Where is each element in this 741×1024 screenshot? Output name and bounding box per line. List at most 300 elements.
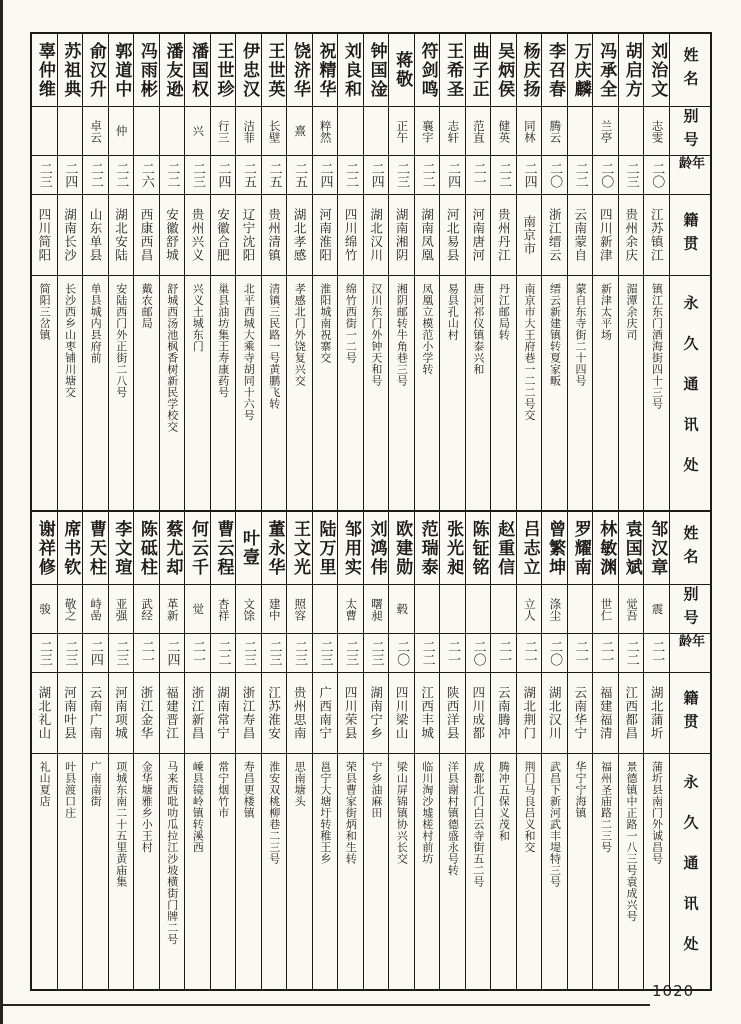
- person-name: 伊忠汉: [238, 41, 259, 99]
- person-age: 二三: [36, 162, 52, 188]
- address-cell: [211, 753, 236, 989]
- person-age: 二〇: [470, 640, 486, 666]
- address-cell: [644, 275, 669, 510]
- alias-cell: [619, 106, 644, 155]
- alias-cell: [542, 106, 567, 155]
- person-address: 邕宁大塘圩转稚王乡: [318, 761, 332, 865]
- header-age-label: 年龄: [676, 634, 704, 655]
- person-alias: 涤尘: [548, 597, 563, 621]
- name-cell: [389, 512, 414, 584]
- address-cell: [134, 275, 159, 510]
- native-place-cell: [287, 672, 312, 753]
- person-native-place: 湖南凤凰: [419, 208, 435, 262]
- person-name: 刘良和: [341, 41, 362, 99]
- person-address: 戴农邮局: [140, 283, 154, 329]
- address-cell: [466, 753, 491, 989]
- person-name: 王世英: [264, 41, 285, 99]
- person-address: 项城东南二十五里黄庙集: [114, 761, 128, 888]
- header-address-cell: [670, 753, 710, 989]
- entry-column: [235, 34, 261, 510]
- person-address: 镇江东门酒海街四十三号: [650, 283, 664, 410]
- person-age: 二六: [138, 162, 154, 188]
- person-name: 冯雨彬: [136, 41, 157, 99]
- person-native-place: 云南广南: [87, 686, 103, 740]
- person-alias: 敬之: [63, 597, 78, 621]
- alias-cell: [338, 106, 363, 155]
- entry-column: [82, 512, 108, 989]
- entry-column: [184, 512, 210, 989]
- alias-cell: [542, 584, 567, 633]
- scan-edge-artifact-left: [0, 0, 3, 1024]
- address-cell: [517, 753, 542, 989]
- name-cell: [440, 34, 465, 106]
- person-name: 俞汉升: [85, 41, 106, 99]
- address-cell: [644, 753, 669, 989]
- alias-cell: [415, 584, 440, 633]
- native-place-cell: [160, 672, 185, 753]
- person-name: 王希圣: [443, 41, 464, 99]
- person-name: 潘国权: [187, 41, 208, 99]
- name-cell: [466, 34, 491, 106]
- address-cell: [58, 275, 83, 510]
- person-native-place: 浙江缙云: [547, 208, 563, 262]
- person-address: 淮阳城南祝寨交: [318, 283, 332, 364]
- person-name: 邹汉章: [647, 519, 668, 577]
- person-name: 林敏渊: [596, 519, 617, 577]
- person-address: 淮安双桃柳巷二三号: [267, 761, 281, 865]
- alias-cell: [134, 584, 159, 633]
- address-cell: [287, 275, 312, 510]
- address-cell: [415, 753, 440, 989]
- alias-cell: [32, 106, 57, 155]
- entry-column: [363, 34, 389, 510]
- entry-column: [516, 512, 542, 989]
- name-cell: [185, 34, 210, 106]
- native-place-cell: [287, 194, 312, 275]
- name-cell: [389, 34, 414, 106]
- name-cell: [262, 512, 287, 584]
- entry-column: [57, 34, 83, 510]
- alias-cell: [517, 584, 542, 633]
- header-name-cell: [670, 512, 710, 584]
- native-place-cell: [440, 194, 465, 275]
- person-name: 吴炳侯: [494, 41, 515, 99]
- age-cell: [619, 633, 644, 672]
- person-native-place: 河南叶县: [62, 686, 78, 740]
- age-cell: [262, 633, 287, 672]
- alias-cell: [440, 106, 465, 155]
- entry-column: [465, 512, 491, 989]
- entry-column: [592, 512, 618, 989]
- address-cell: [32, 753, 57, 989]
- age-cell: [58, 155, 83, 194]
- person-native-place: 河南项城: [113, 686, 129, 740]
- entry-column: [133, 34, 159, 510]
- person-address: 北平西城大乘寺胡同十六号: [242, 283, 256, 421]
- header-native-cell: [670, 194, 710, 275]
- person-alias: 毂: [395, 603, 410, 615]
- person-name: 曹天柱: [85, 519, 106, 577]
- alias-cell: [83, 106, 108, 155]
- person-native-place: 江西丰城: [419, 686, 435, 740]
- age-cell: [338, 155, 363, 194]
- alias-cell: [109, 106, 134, 155]
- age-cell: [211, 155, 236, 194]
- person-name: 谢祥修: [34, 519, 55, 577]
- age-cell: [568, 633, 593, 672]
- name-cell: [83, 512, 108, 584]
- alias-cell: [236, 106, 261, 155]
- age-cell: [644, 633, 669, 672]
- person-age: 二一: [470, 162, 486, 188]
- person-native-place: 广西南宁: [317, 686, 333, 740]
- age-cell: [211, 633, 236, 672]
- person-age: 二二: [496, 162, 512, 188]
- person-age: 二二: [164, 162, 180, 188]
- address-cell: [134, 753, 159, 989]
- alias-cell: [211, 106, 236, 155]
- native-place-cell: [542, 194, 567, 275]
- person-age: 二三: [317, 640, 333, 666]
- person-address: 广南南街: [89, 761, 103, 807]
- person-name: 袁国斌: [621, 519, 642, 577]
- name-cell: [287, 34, 312, 106]
- address-cell: [593, 753, 618, 989]
- person-address: 福州圣庙路二三号: [599, 761, 613, 853]
- header-age-label: 年龄: [676, 156, 704, 177]
- person-age: 二三: [368, 640, 384, 666]
- entry-column: [618, 34, 644, 510]
- native-place-cell: [58, 672, 83, 753]
- person-name: 范瑞泰: [417, 519, 438, 577]
- person-address: 马来西吡叻瓜拉江沙坡横街门牌二号: [165, 761, 179, 945]
- person-alias: 峙嵒: [89, 597, 104, 621]
- native-place-cell: [364, 672, 389, 753]
- person-native-place: 四川荣县: [343, 686, 359, 740]
- person-alias: 杏祥: [216, 597, 231, 621]
- entry-column: [261, 34, 287, 510]
- person-address: 武昌下新河武丰堤特三号: [548, 761, 562, 888]
- person-native-place: 云南腾冲: [496, 686, 512, 740]
- person-alias: 同林: [522, 119, 537, 143]
- entry-column: [388, 512, 414, 989]
- age-cell: [262, 155, 287, 194]
- header-native-cell: [670, 672, 710, 753]
- person-alias: 震: [650, 603, 665, 615]
- person-name: 吕志立: [519, 519, 540, 577]
- age-cell: [568, 155, 593, 194]
- person-age: 二三: [62, 640, 78, 666]
- entry-column: [312, 512, 338, 989]
- age-cell: [440, 155, 465, 194]
- entry-column: [439, 512, 465, 989]
- person-alias: 立人: [522, 597, 537, 621]
- scan-edge-artifact-bottom: [0, 1004, 650, 1006]
- alias-cell: [262, 584, 287, 633]
- person-native-place: 湖北荆门: [521, 686, 537, 740]
- person-age: 二二: [215, 640, 231, 666]
- person-name: 蒋敬: [392, 51, 413, 89]
- address-cell: [83, 275, 108, 510]
- alias-cell: [568, 584, 593, 633]
- age-cell: [517, 633, 542, 672]
- person-alias: 行三: [216, 119, 231, 143]
- person-address: 成都北门白云寺街五二号: [471, 761, 485, 888]
- person-name: 欧建勋: [392, 519, 413, 577]
- entry-column: [261, 512, 287, 989]
- person-alias: 曙昶: [369, 597, 384, 621]
- person-name: 冯承全: [596, 41, 617, 99]
- name-cell: [440, 512, 465, 584]
- person-address: 思南塘头: [293, 761, 307, 807]
- name-cell: [364, 512, 389, 584]
- name-cell: [58, 512, 83, 584]
- person-native-place: 贵州兴义: [190, 208, 206, 262]
- header-column: [669, 512, 710, 989]
- age-cell: [236, 633, 261, 672]
- name-cell: [619, 34, 644, 106]
- age-cell: [364, 155, 389, 194]
- person-age: 二一: [572, 640, 588, 666]
- alias-cell: [619, 584, 644, 633]
- person-address: 嵊县镜岭镇转溪西: [191, 761, 205, 853]
- alias-cell: [364, 584, 389, 633]
- native-place-cell: [440, 672, 465, 753]
- name-cell: [211, 34, 236, 106]
- address-cell: [109, 275, 134, 510]
- person-address: 丹江邮局转: [497, 283, 511, 341]
- header-name-label: 姓名: [681, 524, 700, 572]
- native-place-cell: [517, 194, 542, 275]
- address-cell: [542, 275, 567, 510]
- person-address: 舒城西汤池枫香树新民学校交: [165, 283, 179, 433]
- age-cell: [134, 633, 159, 672]
- age-cell: [619, 155, 644, 194]
- name-cell: [644, 512, 669, 584]
- person-alias: 觉吾: [624, 597, 639, 621]
- person-address: 单县城内县府前: [89, 283, 103, 364]
- person-name: 张光昶: [443, 519, 464, 577]
- address-cell: [185, 275, 210, 510]
- address-cell: [338, 275, 363, 510]
- alias-cell: [568, 106, 593, 155]
- alias-cell: [491, 584, 516, 633]
- alias-cell: [491, 106, 516, 155]
- entry-column: [643, 512, 669, 989]
- person-age: 二四: [215, 162, 231, 188]
- native-place-cell: [466, 672, 491, 753]
- person-alias: 骏: [38, 603, 53, 615]
- person-age: 二四: [368, 162, 384, 188]
- person-age: 二五: [266, 162, 282, 188]
- person-native-place: 福建福清: [598, 686, 614, 740]
- person-age: 二五: [292, 162, 308, 188]
- address-cell: [593, 275, 618, 510]
- name-cell: [593, 34, 618, 106]
- age-cell: [236, 155, 261, 194]
- name-cell: [415, 34, 440, 106]
- native-place-cell: [160, 194, 185, 275]
- native-place-cell: [211, 672, 236, 753]
- person-alias: 建中: [267, 597, 282, 621]
- person-native-place: 陕西洋县: [445, 686, 461, 740]
- name-cell: [619, 512, 644, 584]
- address-cell: [160, 753, 185, 989]
- person-alias: 健英: [497, 119, 512, 143]
- person-alias: 太曹: [344, 597, 359, 621]
- name-cell: [517, 512, 542, 584]
- person-address: 长沙西乡山枣铺川塘交: [63, 283, 77, 398]
- header-alias-label: 别号: [681, 585, 700, 633]
- age-cell: [491, 155, 516, 194]
- entry-column: [465, 34, 491, 510]
- entry-column: [337, 512, 363, 989]
- person-name: 何云千: [187, 519, 208, 577]
- name-cell: [211, 512, 236, 584]
- address-cell: [491, 753, 516, 989]
- person-age: 二二: [572, 162, 588, 188]
- person-age: 二一: [598, 640, 614, 666]
- native-place-cell: [619, 194, 644, 275]
- alias-cell: [313, 584, 338, 633]
- name-cell: [338, 512, 363, 584]
- person-address: 巢县油坊集王寿康药号: [216, 283, 230, 398]
- person-age: 二三: [266, 640, 282, 666]
- directory-table-top: [30, 32, 712, 512]
- native-place-cell: [313, 672, 338, 753]
- person-age: 二〇: [547, 640, 563, 666]
- native-place-cell: [542, 672, 567, 753]
- alias-cell: [644, 106, 669, 155]
- native-place-cell: [262, 194, 287, 275]
- person-age: 二二: [87, 162, 103, 188]
- person-name: 王文光: [290, 519, 311, 577]
- native-place-cell: [185, 672, 210, 753]
- person-name: 曲子正: [468, 41, 489, 99]
- native-place-cell: [644, 194, 669, 275]
- person-age: 二三: [292, 640, 308, 666]
- person-age: 二〇: [649, 162, 665, 188]
- person-address: 凤凰立模范小学转: [420, 283, 434, 375]
- person-native-place: 四川梁山: [394, 686, 410, 740]
- person-name: 陈钲铭: [468, 519, 489, 577]
- person-age: 二三: [623, 162, 639, 188]
- directory-table-bottom: [30, 512, 712, 991]
- person-native-place: 辽宁沈阳: [241, 208, 257, 262]
- native-place-cell: [644, 672, 669, 753]
- person-address: 新津太平场: [599, 283, 613, 341]
- address-cell: [619, 275, 644, 510]
- native-place-cell: [593, 672, 618, 753]
- person-alias: 襄宇: [420, 119, 435, 143]
- person-age: 二〇: [598, 162, 614, 188]
- person-age: 二三: [240, 640, 256, 666]
- entry-column: [618, 512, 644, 989]
- entry-column: [643, 34, 669, 510]
- person-address: 缙云新建镇转夏家畈: [548, 283, 562, 387]
- name-cell: [466, 512, 491, 584]
- alias-cell: [211, 584, 236, 633]
- header-alias-cell: [670, 106, 710, 155]
- person-native-place: 贵州余庆: [623, 208, 639, 262]
- age-cell: [287, 633, 312, 672]
- address-cell: [32, 275, 57, 510]
- person-address: 汉川东门外钟天和号: [369, 283, 383, 387]
- person-age: 二二: [419, 640, 435, 666]
- age-cell: [491, 633, 516, 672]
- native-place-cell: [466, 194, 491, 275]
- entry-column: [567, 34, 593, 510]
- entry-column: [32, 34, 57, 510]
- name-cell: [593, 512, 618, 584]
- person-alias: 长壁: [267, 119, 282, 143]
- header-address-label: 永久通讯处: [681, 773, 700, 977]
- name-cell: [109, 34, 134, 106]
- person-native-place: 湖南宁乡: [368, 686, 384, 740]
- name-cell: [134, 512, 159, 584]
- native-place-cell: [109, 194, 134, 275]
- entry-column: [490, 34, 516, 510]
- person-alias: 武经: [140, 597, 155, 621]
- alias-cell: [287, 584, 312, 633]
- native-place-cell: [83, 672, 108, 753]
- alias-cell: [160, 584, 185, 633]
- alias-cell: [58, 584, 83, 633]
- header-age-cell: [670, 633, 710, 672]
- person-address: 荆门马良吕义和交: [522, 761, 536, 853]
- header-alias-cell: [670, 584, 710, 633]
- person-address: 华宁宁海镇: [573, 761, 587, 819]
- person-alias: 兴: [191, 125, 206, 137]
- person-name: 蔡尤却: [162, 519, 183, 577]
- person-age: 二四: [62, 162, 78, 188]
- alias-cell: [466, 584, 491, 633]
- person-age: 二三: [113, 640, 129, 666]
- person-native-place: 浙江寿昌: [241, 686, 257, 740]
- native-place-cell: [236, 672, 261, 753]
- header-age-cell: [670, 155, 710, 194]
- age-cell: [440, 633, 465, 672]
- person-native-place: 福建晋江: [164, 686, 180, 740]
- person-native-place: 四川绵竹: [343, 208, 359, 262]
- entry-column: [312, 34, 338, 510]
- person-alias: 卓云: [89, 119, 104, 143]
- age-cell: [415, 633, 440, 672]
- person-address: 金华塘雅乡小王村: [140, 761, 154, 853]
- person-native-place: 湖南湘阴: [394, 208, 410, 262]
- person-age: 二二: [623, 640, 639, 666]
- address-cell: [338, 753, 363, 989]
- person-age: 二〇: [547, 162, 563, 188]
- alias-cell: [517, 106, 542, 155]
- address-cell: [211, 275, 236, 510]
- age-cell: [109, 155, 134, 194]
- name-cell: [568, 34, 593, 106]
- entry-column: [57, 512, 83, 989]
- person-native-place: 西康西昌: [138, 208, 154, 262]
- native-place-cell: [211, 194, 236, 275]
- entry-column: [235, 512, 261, 989]
- age-cell: [313, 155, 338, 194]
- native-place-cell: [134, 672, 159, 753]
- entry-column: [414, 34, 440, 510]
- person-address: 寿昌更楼镇: [242, 761, 256, 819]
- name-cell: [542, 34, 567, 106]
- header-native-label: 籍贯: [681, 689, 700, 737]
- person-native-place: 江苏淮安: [266, 686, 282, 740]
- person-age: 二一: [649, 640, 665, 666]
- name-cell: [517, 34, 542, 106]
